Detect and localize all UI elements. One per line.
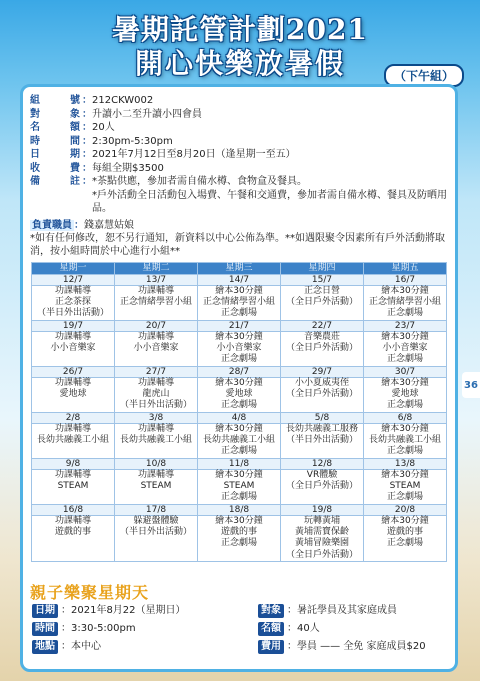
activity-cell: 繪本30分鐘 小小音樂家 正念劇場 (198, 332, 281, 367)
activity-row (32, 424, 447, 459)
family-info-key: 時間 (32, 622, 58, 636)
activity-row (32, 286, 447, 321)
staff-label: 負責職員 (32, 219, 72, 231)
info-label-char: 註 (70, 176, 80, 187)
info-label-char: 期 (70, 149, 80, 160)
info-label-char: 日 (30, 149, 40, 160)
family-info-key: 費用 (258, 640, 284, 654)
family-info-item: 地點 ：本中心 (32, 640, 101, 654)
date-cell: 19/7 (32, 321, 115, 332)
date-cell: 29/7 (281, 367, 364, 378)
activity-cell: 小小夏威夷侄 （全日戶外活動） (281, 378, 364, 413)
activity-cell: 繪本30分鐘 STEAM 正念劇場 (364, 470, 447, 505)
date-cell: 4/8 (198, 413, 281, 424)
info-label (30, 121, 82, 135)
info-label-char: 收 (30, 162, 40, 174)
date-cell: 30/7 (364, 367, 447, 378)
activity-cell: 長幼共融義工服務 （半日外出活動） (281, 424, 364, 459)
activity-cell: 玩轉黃埔 黃埔需寶保齡 黃埔冒險樂園 （全日戶外活動） (281, 516, 364, 562)
family-info-key: 日期 (32, 604, 58, 618)
info-label-char: 時 (30, 135, 40, 147)
date-cell: 14/7 (198, 275, 281, 286)
date-cell: 28/7 (198, 367, 281, 378)
session-tag: （下午組） (384, 64, 464, 87)
date-cell: 2/8 (32, 413, 115, 424)
activity-cell: 正念日營 （全日戶外活動） (281, 286, 364, 321)
family-info-item: 日期 ：2021年8月22（星期日） (32, 604, 186, 618)
page-number: 36 (462, 372, 480, 398)
activity-cell: 繪本30分鐘 正念情緒學習小組 正念劇場 (198, 286, 281, 321)
info-value: 2021年7月12日至8月20日（逢星期一至五） (92, 149, 296, 160)
date-row (32, 505, 447, 516)
info-label-char: 費 (70, 162, 80, 174)
info-label (30, 135, 82, 149)
activity-cell: 功課輔導 長幼共融義工小組 (32, 424, 115, 459)
date-cell: 3/8 (115, 413, 198, 424)
weekday-header: 星期四 (281, 263, 364, 275)
weekday-header: 星期五 (364, 263, 447, 275)
activity-cell: 繪本30分鐘 STEAM 正念劇場 (198, 470, 281, 505)
activity-cell: VR體驗 （全日戶外活動） (281, 470, 364, 505)
family-info-value: 暑託學員及其家庭成員 (297, 605, 397, 616)
date-row (32, 459, 447, 470)
family-info-value: 3:30-5:00pm (71, 623, 136, 634)
info-label-char: 額 (70, 122, 80, 133)
activity-cell: 繪本30分鐘 長幼共融義工小組 正念劇場 (364, 424, 447, 459)
info-label (30, 175, 82, 189)
info-value: 2:30pm-5:30pm (92, 135, 173, 147)
activity-cell: 繪本30分鐘 愛地球 正念劇場 (198, 378, 281, 413)
info-value: *茶點供應，參加者需自備水樽、食物盒及餐具。 (92, 176, 307, 187)
title-line-1: 暑期託管計劃2021 (112, 13, 368, 46)
family-info-value: 學員 —— 全免 家庭成員$20 (297, 641, 426, 652)
info-label (30, 94, 82, 108)
info-row: 名 額 ： 20人 (30, 121, 450, 135)
date-row (32, 275, 447, 286)
date-row (32, 413, 447, 424)
family-info-item: 費用 ：學員 —— 全免 家庭成員$20 (258, 640, 426, 654)
info-row: 備 註 ： *茶點供應，參加者需自備水樽、食物盒及餐具。 (30, 175, 450, 189)
family-info-value: 40人 (297, 623, 320, 634)
family-info-item: 時間 ：3:30-5:00pm (32, 622, 136, 636)
family-info-key: 名額 (258, 622, 284, 636)
date-cell: 26/7 (32, 367, 115, 378)
activity-cell: 躲避盤體驗 （半日外出活動） (115, 516, 198, 562)
family-day-title: 親子樂聚星期天 (30, 583, 150, 602)
family-info-item: 對象 ：暑託學員及其家庭成員 (258, 604, 397, 618)
staff-row: 負責職員 ：錢嘉慧姑娘 (32, 219, 134, 231)
date-cell: 22/7 (281, 321, 364, 332)
info-block (30, 94, 450, 258)
activity-cell: 音樂農莊 （全日戶外活動） (281, 332, 364, 367)
info-row: 收 費 ： 每組全期$3500 (30, 162, 450, 176)
info-label-char: 組 (30, 95, 40, 106)
info-label-char: 象 (70, 108, 80, 120)
activity-cell: 功課輔導 遊戲的事 (32, 516, 115, 562)
activity-cell: 繪本30分鐘 長幼共融義工小組 正念劇場 (198, 424, 281, 459)
date-cell: 16/8 (32, 505, 115, 516)
activity-row (32, 332, 447, 367)
info-row: 日 期 ： 2021年7月12日至8月20日（逢星期一至五） (30, 148, 450, 162)
info-label (30, 162, 82, 176)
date-cell: 18/8 (198, 505, 281, 516)
date-cell: 12/7 (32, 275, 115, 286)
date-cell: 9/8 (32, 459, 115, 470)
info-label (30, 108, 82, 122)
schedule-table (31, 262, 447, 562)
activity-cell: 功課輔導 STEAM (115, 470, 198, 505)
family-info-item: 名額 ：40人 (258, 622, 320, 636)
activity-cell: 繪本30分鐘 小小音樂家 正念劇場 (364, 332, 447, 367)
info-value: 20人 (92, 122, 115, 133)
remark-2: *戶外活動全日活動包入場費、午餐和交通費，參加者需自備水樽、餐具及防晒用品。 (92, 189, 447, 214)
activity-cell: 功課輔導 小小音樂家 (32, 332, 115, 367)
activity-cell: 功課輔導 長幼共融義工小組 (115, 424, 198, 459)
date-cell: 21/7 (198, 321, 281, 332)
activity-cell: 繪本30分鐘 遊戲的事 正念劇場 (198, 516, 281, 562)
date-cell: 16/7 (364, 275, 447, 286)
staff-value: 錢嘉慧姑娘 (84, 219, 134, 231)
activity-cell: 功課輔導 正念情緒學習小組 (115, 286, 198, 321)
activity-cell: 功課輔導 愛地球 (32, 378, 115, 413)
weekday-header: 星期二 (115, 263, 198, 275)
date-cell: 6/8 (364, 413, 447, 424)
family-info-value: 2021年8月22（星期日） (71, 605, 186, 616)
family-info-key: 對象 (258, 604, 284, 618)
activity-row (32, 470, 447, 505)
date-cell: 13/7 (115, 275, 198, 286)
date-row (32, 367, 447, 378)
date-cell: 19/8 (281, 505, 364, 516)
activity-cell: 繪本30分鐘 愛地球 正念劇場 (364, 378, 447, 413)
date-cell: 13/8 (364, 459, 447, 470)
date-cell: 23/7 (364, 321, 447, 332)
info-row: 時 間 ： 2:30pm-5:30pm (30, 135, 450, 149)
info-value: 升讀小二至升讀小四會員 (92, 108, 202, 120)
date-cell: 10/8 (115, 459, 198, 470)
activity-row (32, 378, 447, 413)
notice-text: *如有任何修改，恕不另行通知，新資料以中心公佈為準。**如遇限聚令因素所有戶外活動將取消，按小組時間於中心進行小組** (30, 232, 445, 257)
date-cell: 20/7 (115, 321, 198, 332)
info-label-char: 號 (70, 95, 80, 106)
activity-cell: 繪本30分鐘 正念情緒學習小組 正念劇場 (364, 286, 447, 321)
activity-cell: 功課輔導 正念茶探 （半日外出活動） (32, 286, 115, 321)
info-label-char: 間 (70, 135, 80, 147)
activity-row (32, 516, 447, 562)
activity-cell: 功課輔導 STEAM (32, 470, 115, 505)
info-label (30, 148, 82, 162)
family-info-value: 本中心 (71, 641, 101, 652)
activity-cell: 功課輔導 小小音樂家 (115, 332, 198, 367)
date-cell: 15/7 (281, 275, 364, 286)
info-value: 212CKW002 (92, 95, 154, 106)
date-cell: 5/8 (281, 413, 364, 424)
date-cell: 12/8 (281, 459, 364, 470)
info-label-char: 名 (30, 122, 40, 133)
weekday-header: 星期三 (198, 263, 281, 275)
info-row: 組 號 ： 212CKW002 (30, 94, 450, 108)
weekday-header: 星期一 (32, 263, 115, 275)
info-value: 每組全期$3500 (92, 162, 164, 174)
date-cell: 20/8 (364, 505, 447, 516)
activity-cell: 功課輔導 龍虎山 （半日外出活動） (115, 378, 198, 413)
date-row (32, 321, 447, 332)
title-line-2: 開心快樂放暑假 (134, 47, 345, 80)
info-label-char: 備 (30, 176, 40, 187)
family-info-key: 地點 (32, 640, 58, 654)
date-cell: 27/7 (115, 367, 198, 378)
date-cell: 11/8 (198, 459, 281, 470)
date-cell: 17/8 (115, 505, 198, 516)
activity-cell: 繪本30分鐘 遊戲的事 正念劇場 (364, 516, 447, 562)
info-row: 對 象 ： 升讀小二至升讀小四會員 (30, 108, 450, 122)
info-label-char: 對 (30, 108, 40, 120)
